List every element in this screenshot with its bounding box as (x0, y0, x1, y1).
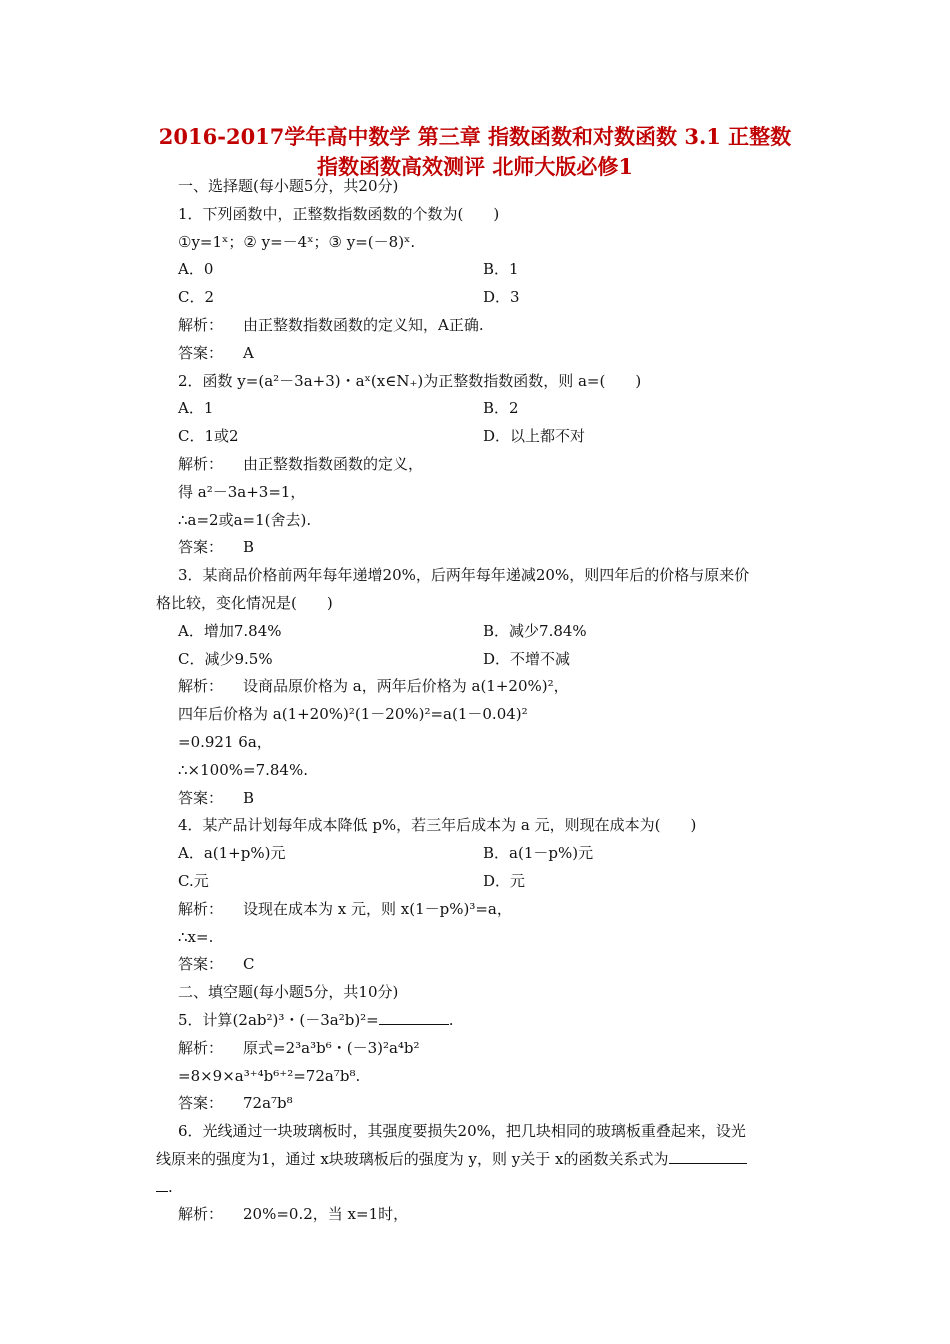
q6-analysis: 解析： 20%=0.2，当 x=1时， (178, 1205, 409, 1224)
q6-answer-blank (669, 1149, 747, 1164)
q2-step-1: 得 a²－3a+3=1， (178, 482, 306, 501)
q6-stem-3: . (156, 1174, 808, 1202)
q3-stem-1: 3．某商品价格前两年每年递增20%，后两年每年递减20%，则四年后的价格与原来价 (178, 566, 750, 585)
q4-option-c: C.元 (178, 871, 209, 890)
q5-answer-blank (379, 1010, 449, 1025)
q1-option-c: C．2 (178, 288, 215, 307)
q1-analysis: 解析： 由正整数指数函数的定义知，A正确. (178, 315, 484, 334)
q2-option-b: B．2 (483, 399, 519, 418)
section-heading-fill: 二、填空题(每小题5分，共10分) (178, 983, 399, 1002)
q3-option-d: D．不增不减 (483, 649, 571, 668)
q2-step-2: ∴a=2或a=1(舍去). (178, 510, 312, 529)
q4-step-1: ∴x=. (178, 927, 214, 946)
q2-option-a: A．1 (178, 399, 214, 418)
q1-option-a: A．0 (178, 260, 214, 279)
title-line-2: 指数函数高效测评 北师大版必修1 (317, 154, 633, 179)
q6-stem-1: 6．光线通过一块玻璃板时，其强度要损失20%，把几块相同的玻璃板重叠起来，设光 (178, 1122, 746, 1141)
q4-answer: 答案： C (178, 955, 255, 974)
q3-options-row-2 (178, 646, 808, 674)
q3-option-a: A．增加7.84% (178, 621, 282, 640)
q2-stem: 2．函数 y=(a²－3a+3)・aˣ(x∈N₊)为正整数指数函数，则 a=( ) (178, 371, 642, 390)
q4-option-a: A．a(1+p%)元 (178, 844, 286, 863)
q2-option-d: D．以上都不对 (483, 427, 586, 446)
q2-analysis: 解析： 由正整数指数函数的定义， (178, 454, 424, 473)
q1-answer: 答案： A (178, 343, 254, 362)
q1-functions: ①y=1ˣ；② y=－4ˣ；③ y=(－8)ˣ. (178, 232, 416, 251)
q4-options-row-2 (178, 868, 808, 896)
section-heading-choice: 一、选择题(每小题5分，共20分) (178, 177, 399, 195)
q1-stem: 1．下列函数中，正整数指数函数的个数为( ) (178, 204, 500, 223)
q5-answer: 答案： 72a⁷b⁸ (178, 1094, 293, 1113)
q5-stem: 5．计算(2ab²)³・(－3a²b)²= . (178, 1010, 454, 1029)
q3-step-3: ∴×100%=7.84%. (178, 760, 308, 779)
q1-options-row-1 (178, 256, 808, 284)
q3-stem-2: 格比较，变化情况是( ) (156, 593, 333, 612)
title-line-1: 2016-2017学年高中数学 第三章 指数函数和对数函数 3.1 正整数 (158, 124, 792, 149)
q4-analysis: 解析： 设现在成本为 x 元，则 x(1－p%)³=a， (178, 899, 512, 918)
document-body (156, 173, 808, 1229)
q6-answer-blank-cont (156, 1177, 168, 1192)
q2-answer: 答案： B (178, 538, 255, 557)
q5-analysis: 解析： 原式=2³a³b⁶・(－3)²a⁴b² (178, 1038, 420, 1057)
q5-step-1: =8×9×a³⁺⁴b⁶⁺²=72a⁷b⁸. (178, 1066, 361, 1085)
q2-option-c: C．1或2 (178, 427, 239, 446)
q4-stem: 4．某产品计划每年成本降低 p%，若三年后成本为 a 元，则现在成本为( ) (178, 816, 697, 835)
q2-options-row-1 (178, 395, 808, 423)
q3-step-1: 四年后价格为 a(1+20%)²(1－20%)²=a(1－0.04)² (178, 705, 528, 724)
q4-option-b: B．a(1－p%)元 (483, 844, 594, 863)
q2-options-row-2 (178, 423, 808, 451)
q1-options-row-2 (178, 284, 808, 312)
q3-option-c: C．减少9.5% (178, 649, 273, 668)
q6-stem-2: 线原来的强度为1，通过 x块玻璃板后的强度为 y，则 y关于 x的函数关系式为 (156, 1146, 808, 1174)
q4-options-row-1 (178, 840, 808, 868)
q3-options-row-1 (178, 618, 808, 646)
q3-analysis: 解析： 设商品原价格为 a，两年后价格为 a(1+20%)²， (178, 677, 569, 696)
q1-option-b: B．1 (483, 260, 519, 279)
q4-option-d: D．元 (483, 871, 526, 890)
q3-step-2: =0.921 6a， (178, 732, 272, 751)
q3-answer: 答案： B (178, 788, 255, 807)
q1-option-d: D．3 (483, 288, 520, 307)
q3-option-b: B．减少7.84% (483, 621, 587, 640)
